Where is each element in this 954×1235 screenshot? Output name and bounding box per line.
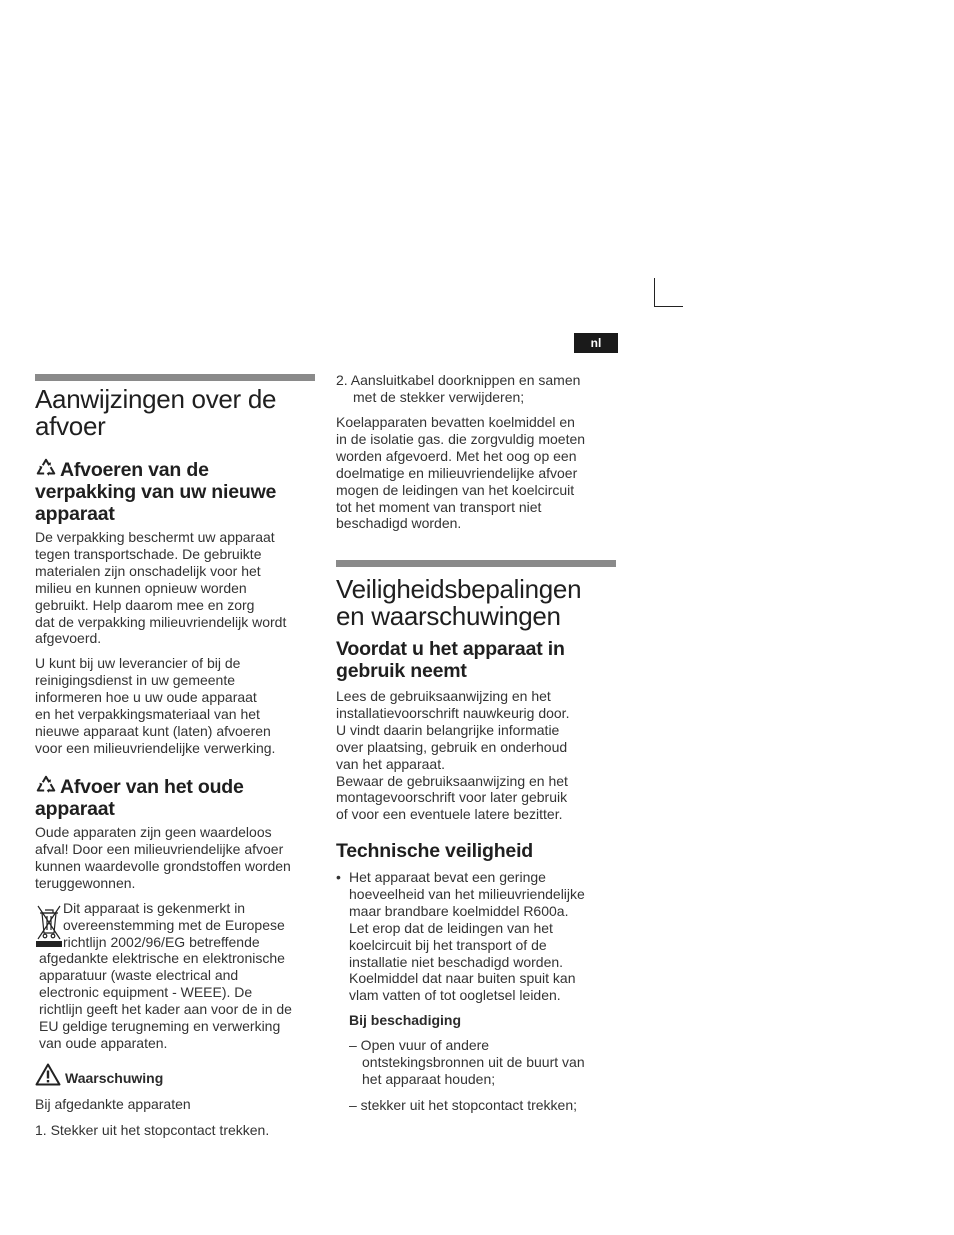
text-line: EU geldige terugneming en verwerking: [39, 1017, 281, 1034]
text-line: nieuwe apparaat kunt (laten) afvoeren: [35, 722, 271, 739]
paragraph-weee-long: [39, 950, 292, 1051]
text-line: maar brandbare koelmiddel R600a.: [349, 902, 569, 919]
text-line: electronic equipment - WEEE). De: [39, 983, 253, 1000]
paragraph-packaging-2: [35, 655, 275, 756]
text-line: Oude apparaten zijn geen waardeloos: [35, 824, 272, 840]
text-line: vlam vatten of tot oogletsel leiden.: [349, 987, 561, 1004]
text-line: De verpakking beschermt uw apparaat: [35, 529, 275, 545]
disposal-step-1: 1. Stekker uit het stopcontact trekken.: [35, 1122, 270, 1138]
text-line: met de stekker verwijderen;: [353, 388, 525, 405]
text-line: Koelapparaten bevatten koelmiddel en: [336, 414, 575, 430]
title-line: Aanwijzingen over de: [35, 384, 277, 414]
text-line: koelcircuit bij het transport of de: [349, 936, 547, 953]
text-line: installatievoorschrift nauwkeurig door.: [336, 704, 570, 721]
heading-line: Afvoer van het oude: [60, 776, 244, 798]
title-line: afvoer: [35, 411, 106, 441]
recycle-icon: [35, 774, 57, 796]
heading-damage: Bij beschadiging: [349, 1012, 462, 1028]
text-line: materialen zijn onschadelijk voor het: [35, 562, 261, 579]
bullet-refrigerant: [349, 869, 585, 1004]
text-line: afval! Door een milieuvriendelijke afvoer: [35, 840, 284, 857]
text-line: doelmatige en milieuvriendelijke afvoer: [336, 464, 578, 481]
text-line: in de isolatie gas. die zorgvuldig moeten: [336, 430, 586, 447]
paragraph-before-use: [336, 688, 569, 823]
text-line: Het apparaat bevat een geringe: [349, 869, 546, 885]
text-line: milieu en kunnen opnieuw worden: [35, 579, 247, 596]
section-bar: [35, 374, 315, 381]
section-title-safety: [336, 576, 581, 630]
text-line: Dit apparaat is gekenmerkt in: [63, 900, 246, 916]
text-line: – Open vuur of andere: [349, 1037, 490, 1053]
text-line: of voor een eventuele latere bezitter.: [336, 806, 563, 823]
heading-line: apparaat: [35, 503, 115, 525]
text-line: worden afgevoerd. Met het oog op een: [336, 447, 577, 464]
dash-item-unplug: – stekker uit het stopcontact trekken;: [349, 1097, 578, 1113]
text-line: 2. Aansluitkabel doorknippen en samen: [336, 372, 581, 388]
paragraph-refrigerant: [336, 414, 585, 532]
bullet-marker: •: [336, 869, 341, 885]
text-line: mogen de leidingen van het koelcircuit: [336, 481, 575, 498]
text-line: hoeveelheid van het milieuvriendelijke: [349, 885, 585, 902]
heading-before-use: [336, 638, 565, 682]
text-line: kunnen waardevolle grondstoffen worden: [35, 857, 291, 874]
heading-line: apparaat: [35, 798, 115, 820]
text-line: ontstekingsbronnen uit de buurt van: [362, 1053, 585, 1070]
heading-line: Voordat u het apparaat in: [336, 638, 565, 660]
text-line: over plaatsing, gebruik en onderhoud: [336, 738, 568, 755]
text-line: montagevoorschrift voor later gebruik: [336, 789, 568, 806]
section-bar: [336, 560, 616, 567]
text-line: van het apparaat.: [336, 755, 445, 772]
crop-mark: [654, 278, 683, 307]
text-line: apparatuur (waste electrical and: [39, 966, 239, 983]
text-line: afgedankte elektrische en elektronische: [39, 950, 285, 966]
text-line: Lees de gebruiksaanwijzing en het: [336, 688, 551, 704]
text-line: dat de verpakking milieuvriendelijk wordt: [35, 613, 287, 630]
text-line: Let erop dat de leidingen van het: [349, 919, 553, 936]
title-line: en waarschuwingen: [336, 601, 561, 631]
warning-triangle-icon: [35, 1063, 61, 1086]
text-line: tegen transportschade. De gebruikte: [35, 545, 262, 562]
title-line: Veiligheidsbepalingen: [336, 574, 582, 604]
text-line: overeenstemming met de Europese: [63, 916, 285, 933]
heading-line: Afvoeren van de: [60, 459, 209, 481]
text-line: tot het moment van transport niet: [336, 498, 542, 515]
text-line: U kunt bij uw leverancier of bij de: [35, 655, 241, 671]
text-line: het apparaat houden;: [362, 1070, 496, 1087]
heading-line: verpakking van uw nieuwe: [35, 481, 277, 503]
dash-item-open-fire: [349, 1037, 585, 1088]
paragraph-packaging-1: [35, 529, 286, 647]
text-line: gebruikt. Help daarom mee en zorg: [35, 596, 255, 613]
disposal-step-2: [336, 372, 580, 406]
weee-bin-icon: [35, 903, 63, 949]
text-line: reinigingsdienst in uw gemeente: [35, 671, 236, 688]
text-line: Koelmiddel dat naar buiten spuit kan: [349, 970, 576, 987]
text-line: beschadigd worden.: [336, 515, 462, 532]
text-line: teruggewonnen.: [35, 874, 136, 891]
heading-old-appliance: [35, 774, 244, 820]
text-line: voor een milieuvriendelijke verwerking.: [35, 739, 276, 756]
warning-label: Waarschuwing: [65, 1070, 164, 1086]
text-line: afgevoerd.: [35, 630, 102, 647]
text-line: en het verpakkingsmateriaal van het: [35, 705, 260, 722]
text-line: installatie niet beschadigd worden.: [349, 953, 564, 970]
warning-intro: Bij afgedankte apparaten: [35, 1096, 191, 1112]
text-line: richtlijn 2002/96/EG betreffende: [63, 933, 260, 950]
text-line: U vindt daarin belangrijke informatie: [336, 721, 560, 738]
heading-technical-safety: Technische veiligheid: [336, 840, 533, 862]
section-title-disposal: [35, 386, 276, 440]
heading-line: gebruik neemt: [336, 660, 467, 682]
heading-packaging: [35, 457, 276, 525]
recycle-icon: [35, 457, 57, 479]
text-line: informeren hoe u uw oude apparaat: [35, 688, 257, 705]
text-line: van oude apparaten.: [39, 1034, 168, 1051]
language-badge: nl: [574, 333, 618, 353]
text-line: richtlijn geeft het kader aan voor de in de: [39, 1000, 292, 1017]
text-line: Bewaar de gebruiksaanwijzing en het: [336, 772, 568, 789]
paragraph-old-appliance: [35, 824, 291, 892]
paragraph-weee-short: [63, 900, 285, 951]
